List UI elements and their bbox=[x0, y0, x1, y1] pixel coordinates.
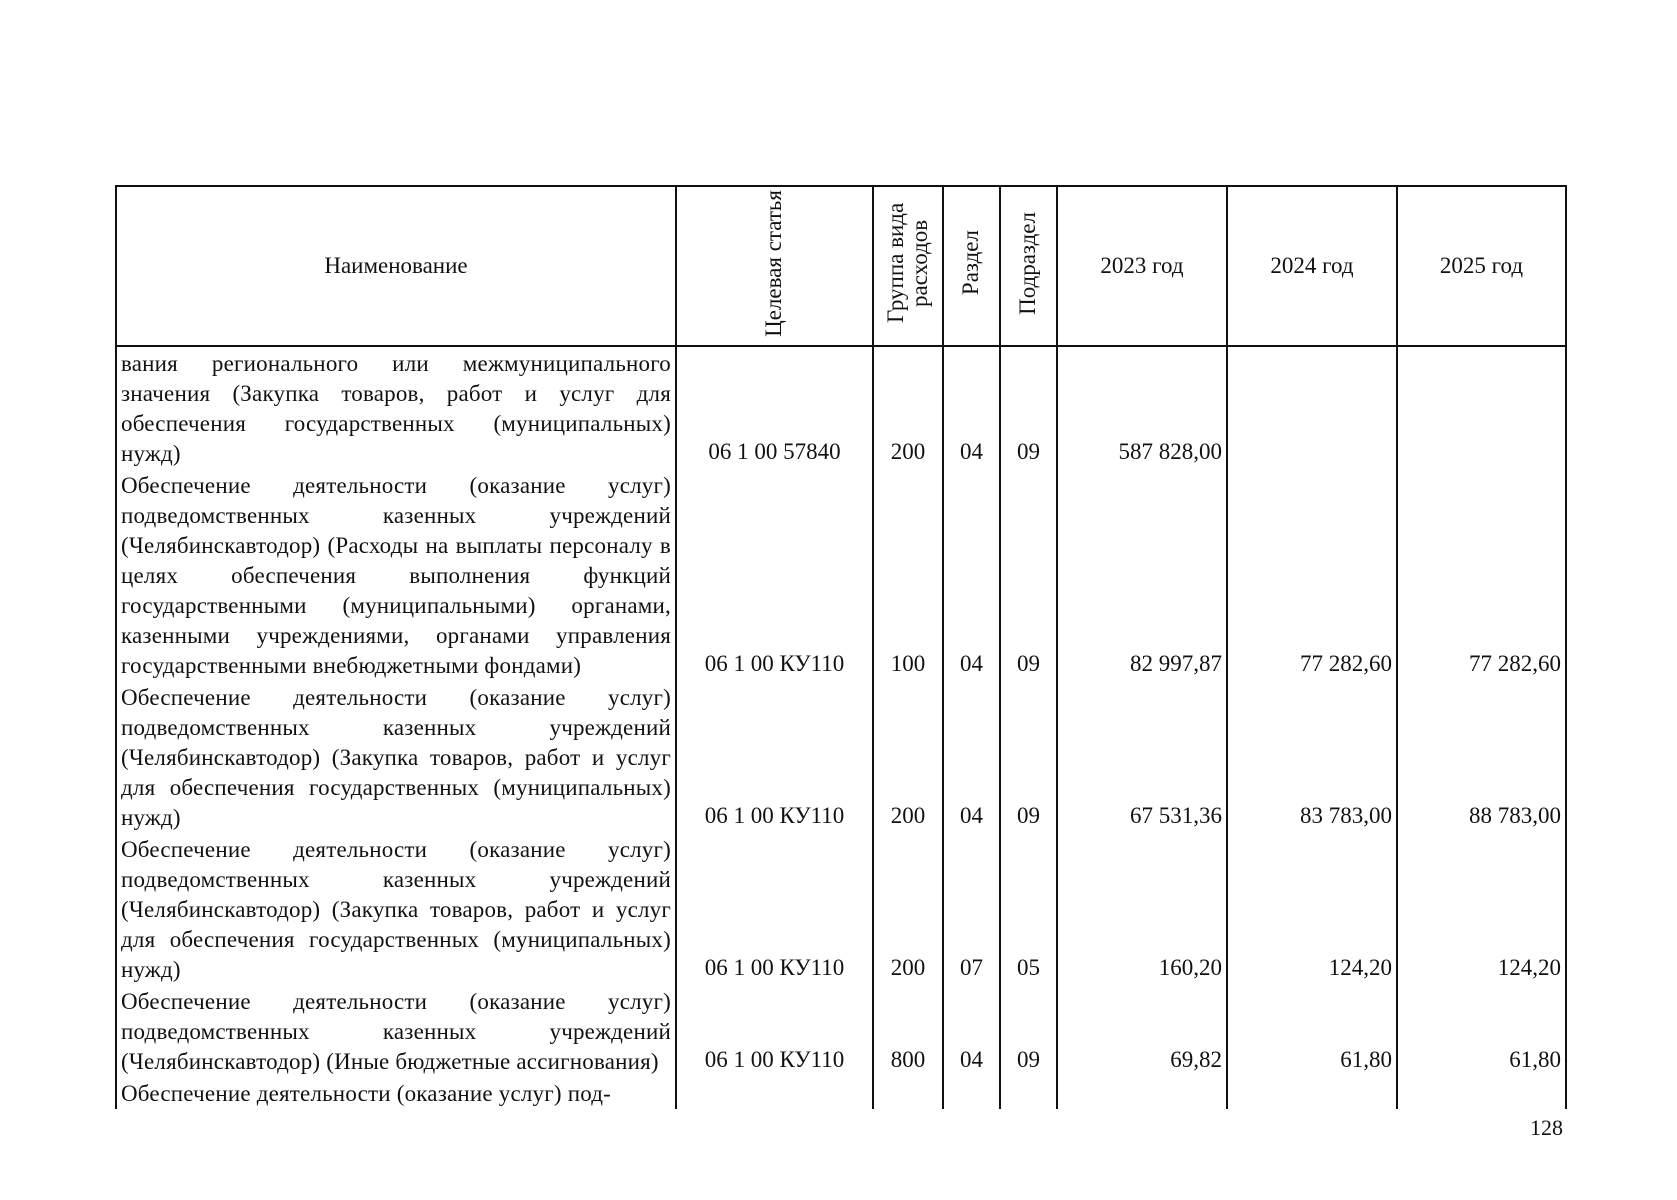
cell-name: Обеспечение деятельности (оказание услуг) под- bbox=[116, 1077, 676, 1109]
cell-y2024: 61,80 bbox=[1227, 985, 1397, 1077]
header-2023: 2023 год bbox=[1057, 186, 1227, 346]
table-row bbox=[116, 833, 1566, 985]
cell-name: Обеспечение деятельности (оказание услуг) подведомственных казенных учреждений (Челябинскавтодор) (Расходы на выплаты персоналу в целях обеспечения выполнения функций государственными (муниципальными) органами, казенными учреждениями, органами управления государственными внебюджетными фондами) bbox=[116, 469, 676, 681]
table-row bbox=[116, 346, 1566, 469]
cell-section: 04 bbox=[943, 469, 1000, 681]
cell-group: 200 bbox=[873, 346, 943, 469]
cell-target: 06 1 00 57840 bbox=[676, 346, 873, 469]
cell-section bbox=[943, 1077, 1000, 1109]
cell-subsection: 05 bbox=[1000, 833, 1057, 985]
cell-group: 200 bbox=[873, 681, 943, 833]
cell-subsection: 09 bbox=[1000, 681, 1057, 833]
cell-y2023: 587 828,00 bbox=[1057, 346, 1227, 469]
cell-group bbox=[873, 1077, 943, 1109]
table-header-row bbox=[116, 186, 1566, 346]
cell-subsection: 09 bbox=[1000, 346, 1057, 469]
cell-y2025 bbox=[1397, 1077, 1566, 1109]
cell-y2025 bbox=[1397, 346, 1566, 469]
header-group: Группа вида расходов bbox=[873, 186, 943, 346]
budget-table bbox=[115, 185, 1567, 1109]
cell-target: 06 1 00 КУ110 bbox=[676, 833, 873, 985]
cell-name: Обеспечение деятельности (оказание услуг) подведомственных казенных учреждений (Челябинскавтодор) (Закупка товаров, работ и услуг для обеспечения государственных (муниципальных) нужд) bbox=[116, 681, 676, 833]
header-2024: 2024 год bbox=[1227, 186, 1397, 346]
cell-y2024: 83 783,00 bbox=[1227, 681, 1397, 833]
cell-target: 06 1 00 КУ110 bbox=[676, 469, 873, 681]
cell-y2023 bbox=[1057, 1077, 1227, 1109]
header-2025: 2025 год bbox=[1397, 186, 1566, 346]
cell-y2024: 124,20 bbox=[1227, 833, 1397, 985]
cell-group: 800 bbox=[873, 985, 943, 1077]
cell-y2025: 124,20 bbox=[1397, 833, 1566, 985]
cell-section: 04 bbox=[943, 346, 1000, 469]
table-row bbox=[116, 681, 1566, 833]
table-row bbox=[116, 1077, 1566, 1109]
cell-group: 100 bbox=[873, 469, 943, 681]
page-number: 128 bbox=[1530, 1115, 1563, 1140]
cell-y2024 bbox=[1227, 346, 1397, 469]
cell-target: 06 1 00 КУ110 bbox=[676, 985, 873, 1077]
cell-name: вания регионального или межмуниципального значения (Закупка товаров, работ и услуг для обеспечения государственных (муниципальных) нужд) bbox=[116, 346, 676, 469]
cell-name: Обеспечение деятельности (оказание услуг) подведомственных казенных учреждений (Челябинскавтодор) (Закупка товаров, работ и услуг для обеспечения государственных (муниципальных) нужд) bbox=[116, 833, 676, 985]
cell-y2023: 160,20 bbox=[1057, 833, 1227, 985]
cell-target bbox=[676, 1077, 873, 1109]
cell-y2023: 67 531,36 bbox=[1057, 681, 1227, 833]
table-row bbox=[116, 469, 1566, 681]
cell-y2024 bbox=[1227, 1077, 1397, 1109]
cell-y2025: 61,80 bbox=[1397, 985, 1566, 1077]
cell-subsection: 09 bbox=[1000, 985, 1057, 1077]
cell-y2024: 77 282,60 bbox=[1227, 469, 1397, 681]
cell-group: 200 bbox=[873, 833, 943, 985]
header-subsection: Подраздел bbox=[1000, 186, 1057, 346]
cell-y2023: 69,82 bbox=[1057, 985, 1227, 1077]
cell-subsection: 09 bbox=[1000, 469, 1057, 681]
cell-y2025: 88 783,00 bbox=[1397, 681, 1566, 833]
header-section: Раздел bbox=[943, 186, 1000, 346]
cell-y2023: 82 997,87 bbox=[1057, 469, 1227, 681]
cell-subsection bbox=[1000, 1077, 1057, 1109]
cell-section: 04 bbox=[943, 985, 1000, 1077]
header-name: Наименование bbox=[116, 186, 676, 346]
cell-y2025: 77 282,60 bbox=[1397, 469, 1566, 681]
cell-section: 04 bbox=[943, 681, 1000, 833]
cell-name: Обеспечение деятельности (оказание услуг) подведомственных казенных учреждений (Челябинскавтодор) (Иные бюджетные ассигнования) bbox=[116, 985, 676, 1077]
cell-section: 07 bbox=[943, 833, 1000, 985]
cell-target: 06 1 00 КУ110 bbox=[676, 681, 873, 833]
header-target: Целевая статья bbox=[676, 186, 873, 346]
table-row bbox=[116, 985, 1566, 1077]
